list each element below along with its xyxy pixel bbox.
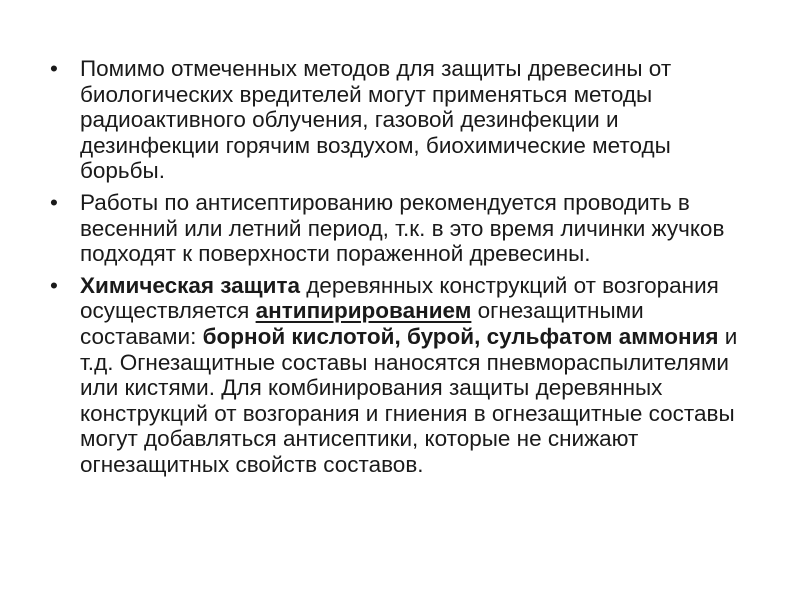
bullet-marker: • (50, 56, 58, 81)
bold-term-chemical-protection: Химическая защита (80, 272, 301, 298)
bullet-list (48, 56, 748, 484)
bullet-text: Работы по антисептированию рекомендуется проводить в весенний или летний период, т.к. в это время личинки жучков подходят к поверхности пораженной древесины. (80, 189, 725, 267)
bullet-text: Помимо отмеченных методов для защиты древесины от биологических вредителей могут применяться методы радиоактивного облучения, газовой дезинфекции и дезинфекции горячим воздухом, биохимические методы борьбы. (80, 56, 672, 184)
bullet-item-biological-protection (48, 56, 748, 184)
bullet-text-part: огнезащитными составами: (80, 298, 644, 349)
bullet-text-part: деревянных конструкций от возгорания осуществляется (80, 272, 719, 324)
bullet-item-antiseptic-works (48, 190, 748, 267)
bold-term-compounds: борной кислотой, бурой, сульфатом аммония (202, 323, 719, 349)
bullet-marker: • (50, 272, 58, 298)
bullet-marker: • (50, 189, 58, 215)
bullet-item-chemical-protection (48, 273, 748, 478)
underlined-term-fireproofing: антипирированием (255, 298, 472, 324)
bullet-text-part: и т.д. Огнезащитные составы наносятся пневмораспылителями или кистями. Для комбинирования защиты деревянных конструкций от возгорания и гниения в огнезащитные составы могут добавляться антисептики, которые не снижают огнезащитных свойств составов. (80, 323, 738, 477)
